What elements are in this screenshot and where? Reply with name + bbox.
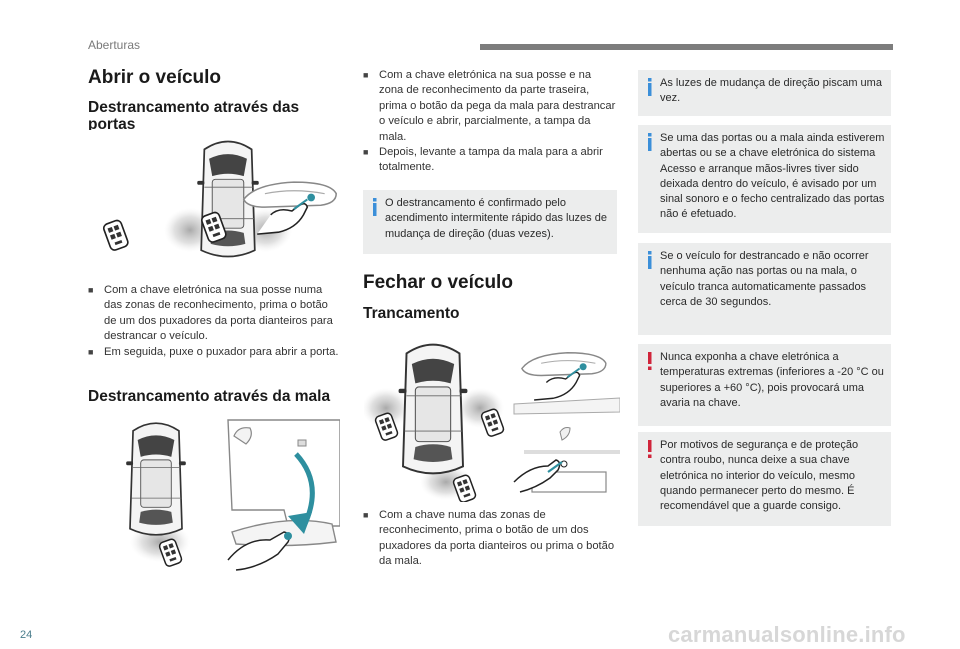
warning-icon [646, 352, 654, 370]
illustration-boot-unlock [108, 414, 340, 574]
bullets-door-unlock [88, 283, 342, 360]
page-number: 24 [20, 629, 33, 641]
info-icon [646, 133, 654, 151]
info-icon [371, 198, 379, 216]
info-box-flash [363, 190, 617, 254]
bullets-locking [363, 508, 617, 570]
bullets-boot-unlock [363, 68, 617, 176]
page-title: Abrir o veículo [88, 67, 222, 88]
section-title-lock: Fechar o veículo [363, 272, 513, 293]
info-icon [646, 251, 654, 269]
warning-icon [646, 440, 654, 458]
info-icon [646, 78, 654, 96]
illustration-door-unlock [86, 130, 342, 270]
warning-text: Por motivos de segurança e de proteção contra roubo, nunca deixe a sua chave eletrónica no interior do veículo, mesmo quando permanecer perto do mesmo. É recomendável que a guarde consigo. [660, 439, 859, 513]
warning-box-security [638, 432, 891, 526]
illustration-locking [364, 332, 620, 502]
header-bar [480, 44, 893, 50]
info-text: As luzes de mudança de direção piscam uma vez. [660, 77, 882, 105]
watermark: carmanualsonline.info [668, 622, 906, 647]
subtitle-boot: Destrancamento através da mala [88, 388, 331, 405]
subtitle-doors: Destrancamento através das portas [88, 99, 300, 133]
info-box-indicators [638, 70, 891, 116]
subtitle-locking: Trancamento [363, 305, 460, 322]
info-box-auto-lock [638, 243, 891, 335]
list-item: ■ Em seguida, puxe o puxador para abrir a porta. [88, 345, 339, 358]
warning-box-temperature [638, 344, 891, 426]
section-header: Aberturas [88, 38, 141, 52]
list-item: ■ Depois, levante a tampa da mala para a abrir totalmente. [363, 146, 603, 174]
info-text: Se o veículo for destrancado e não ocorrer nenhuma ação nas portas ou na mala, o veículo tranca automaticamente passados cerca de 30 segundos. [660, 250, 869, 308]
info-text: O destrancamento é confirmado pelo acendimento intermitente rápido das luzes de mudança de direção (duas vezes). [385, 197, 607, 240]
list-item: ■ Com a chave numa das zonas de reconhecimento, prima o botão de um dos puxadores da porta dianteiros ou prima o botão da mala. [363, 509, 615, 568]
warning-text: Nunca exponha a chave eletrónica a temperaturas extremas (inferiores a -20 °C ou superiores a +60 °C), pois provocará uma avaria na chave. [660, 351, 884, 409]
info-text: Se uma das portas ou a mala ainda estiverem abertas ou se a chave eletrónica do sistema Acesso e arranque mãos-livres tiver sido deixada dentro do veículo, é avisado por um sinal sonoro e o fecho centralizado das portas não é efetuado. [660, 132, 885, 221]
list-item: ■ Com a chave eletrónica na sua posse numa das zonas de reconhecimento, prima o botão de um dos puxadores da porta dianteiros para destrancar o veículo. [88, 284, 333, 343]
info-box-door-open [638, 125, 891, 233]
list-item: ■ Com a chave eletrónica na sua posse e na zona de reconhecimento da parte traseira, prima o botão da pega da mala para destrancar o veículo e abrir, parcialmente, a tampa da mala. [363, 69, 616, 143]
